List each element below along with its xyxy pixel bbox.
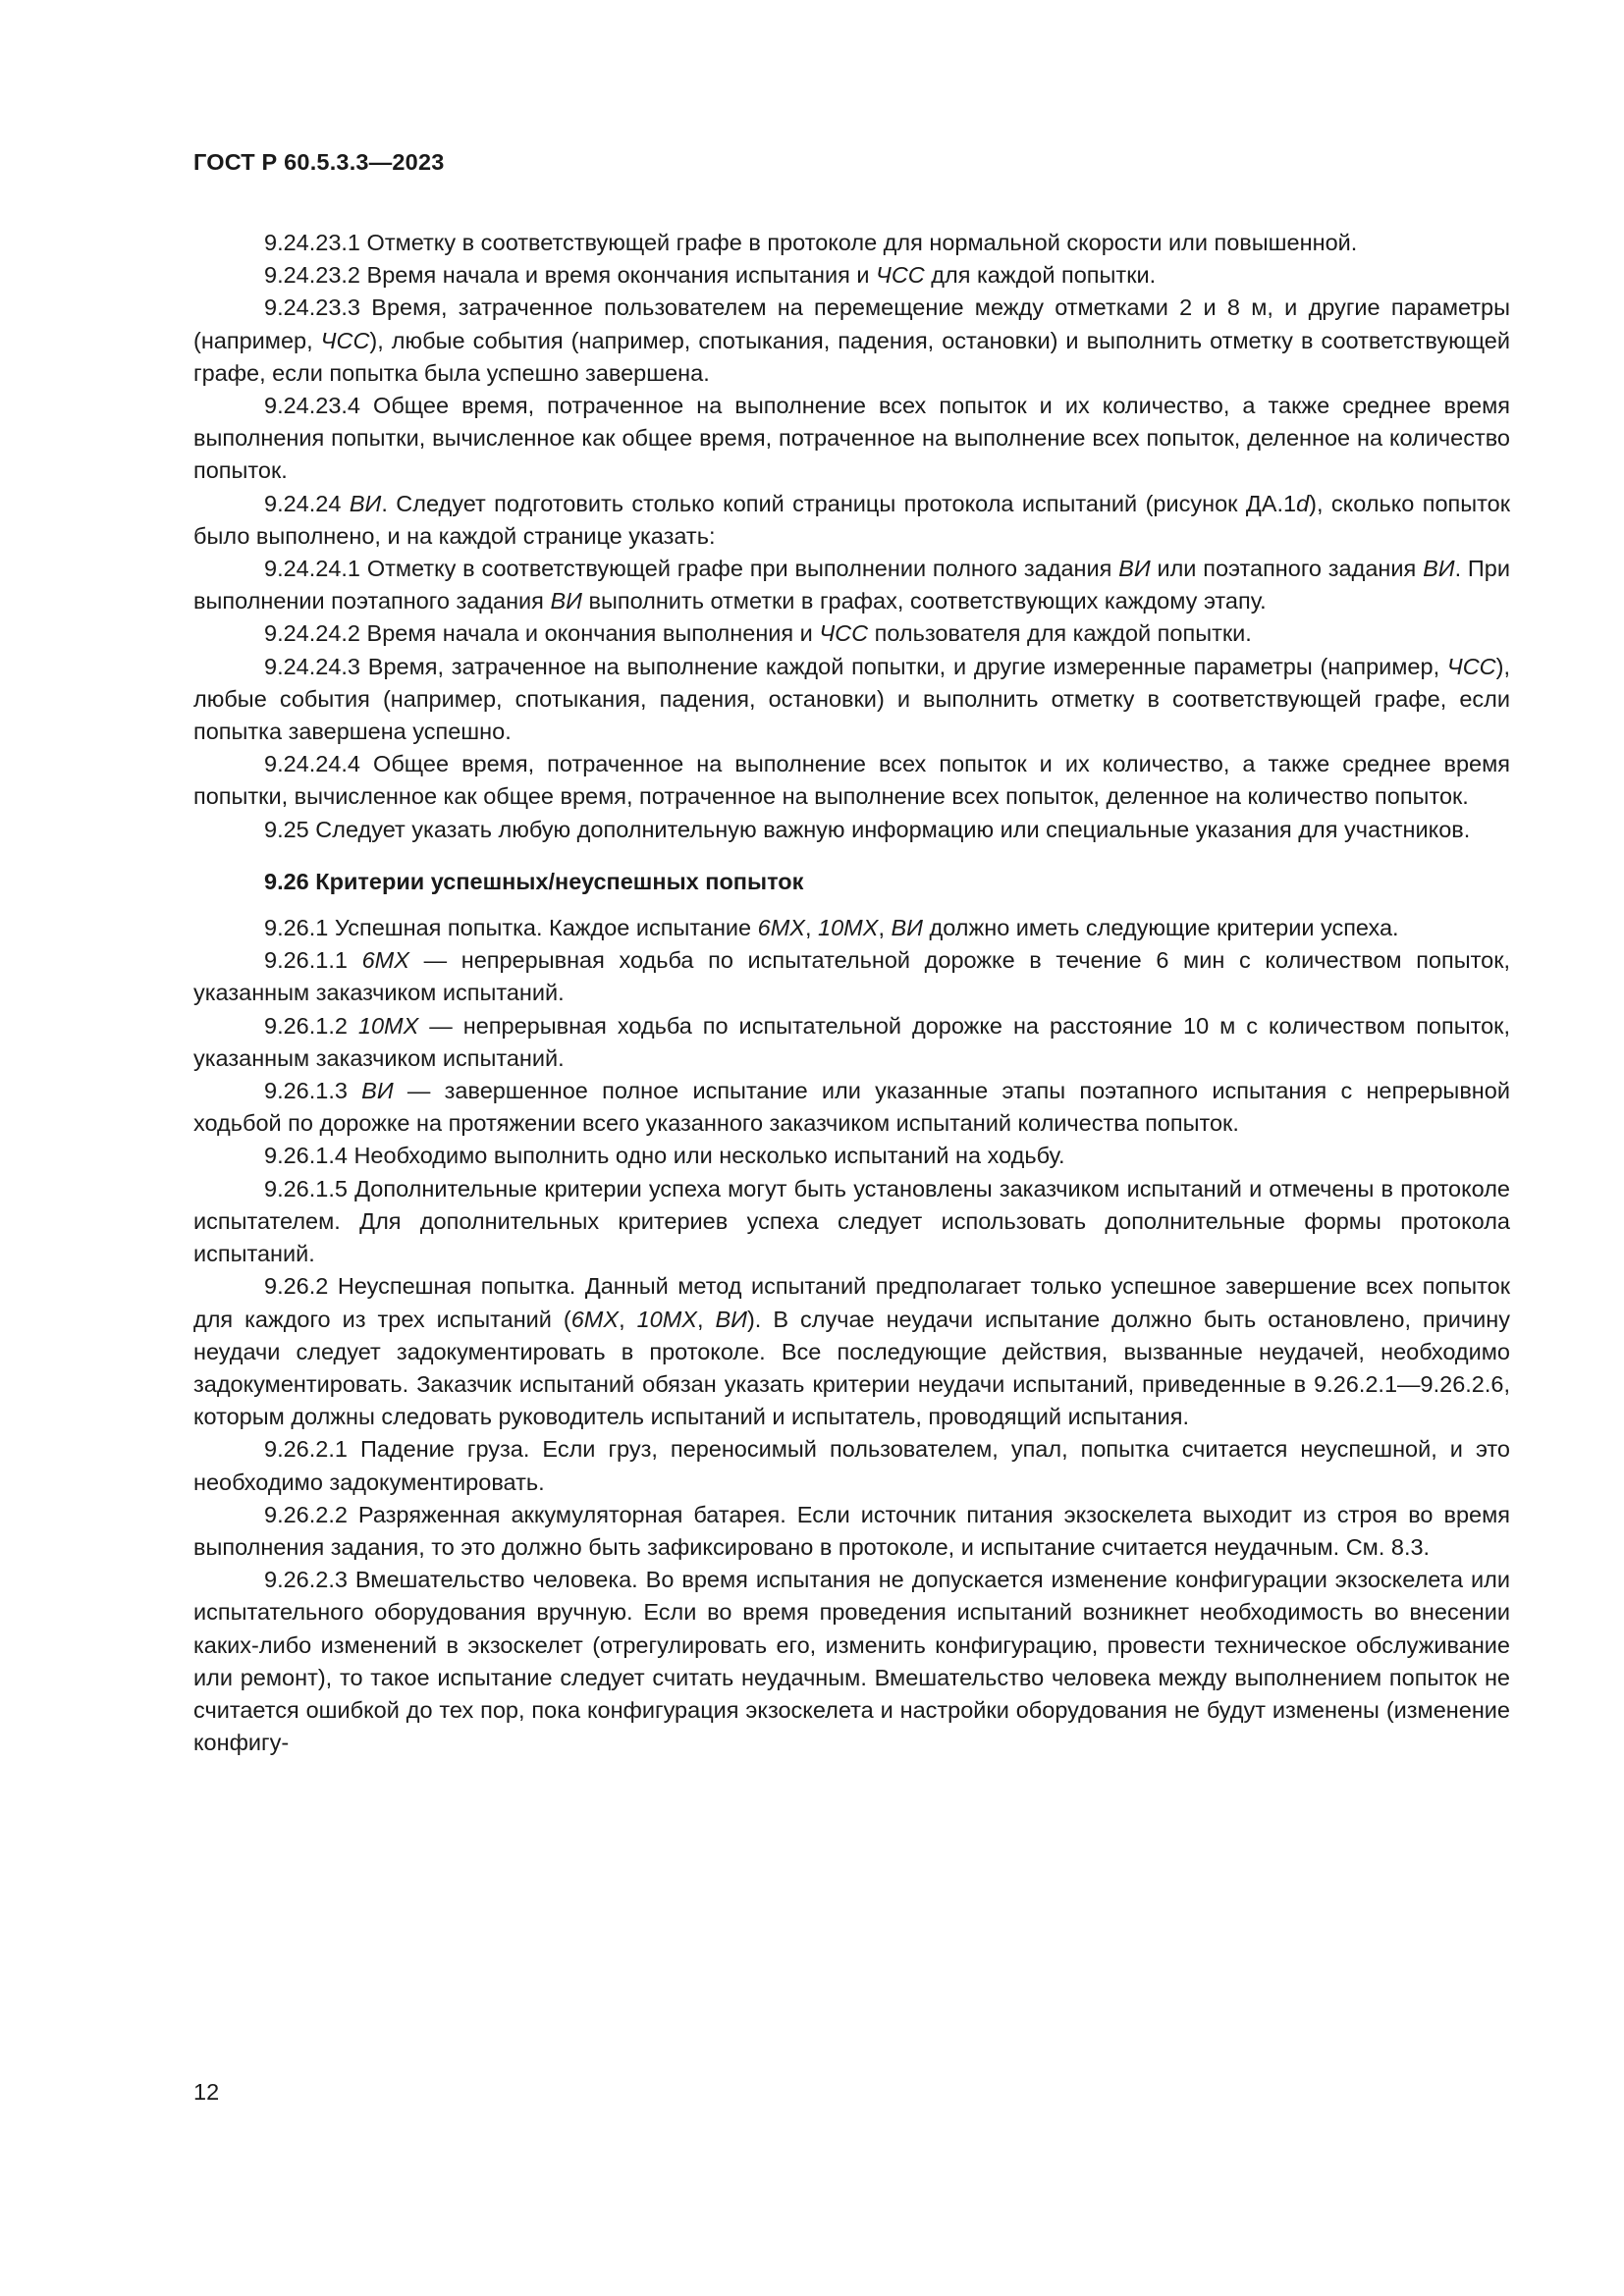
paragraph: 9.26.2.3 Вмешательство человека. Во время испытания не допускается изменение конфигурации экзоскелета или испытательного оборудования вручную. Если во время проведения испытаний возникнет необходимость во внесении каких-либо изменений в экзоскелет (отрегулировать его, изменить конфигурацию, провести техническое обслуживание или ремонт), то такое испытание следует считать неудачным. Вмешательство человека между выполнением попыток не считается ошибкой до тех пор, пока конфигурация экзоскелета и настройки оборудования не будут изменены (изменение конфигу-: [193, 1567, 1510, 1756]
page-content: [193, 227, 1510, 1759]
page-number: 12: [193, 2079, 220, 2105]
paragraph: 9.26.1.3 ВИ — завершенное полное испытание или указанные этапы поэтапного испытания с непрерывной ходьбой по дорожке на протяжении всего указанного заказчиком испытаний количества попыток.: [193, 1078, 1510, 1137]
paragraph: 9.26.2.1 Падение груза. Если груз, переносимый пользователем, упал, попытка считается неуспешной, и это необходимо задокументировать.: [193, 1436, 1510, 1495]
paragraph: 9.25 Следует указать любую дополнительную важную информацию или специальные указания для участников.: [264, 816, 1471, 842]
paragraph: 9.24.24.1 Отметку в соответствующей графе при выполнении полного задания ВИ или поэтапного задания ВИ. При выполнении поэтапного задания ВИ выполнить отметки в графах, соответствующих каждому этапу.: [193, 556, 1510, 614]
paragraph: 9.24.24.3 Время, затраченное на выполнение каждой попытки, и другие измеренные параметры (например, ЧСС), любые события (например, спотыкания, падения, остановки) и выполнить отметку в соответствующей графе, если попытка завершена успешно.: [193, 653, 1510, 745]
paragraph-group-9-26: [193, 912, 1510, 1759]
paragraph: 9.26.2.2 Разряженная аккумуляторная батарея. Если источник питания экзоскелета выходит из строя во время выполнения задания, то это должно быть зафиксировано в протоколе, и испытание считается неудачным. См. 8.3.: [193, 1501, 1510, 1560]
paragraph: 9.24.23.2 Время начала и время окончания испытания и ЧСС для каждой попытки.: [264, 262, 1157, 289]
paragraph: 9.26.1 Успешная попытка. Каждое испытание 6МХ, 10МХ, ВИ должно иметь следующие критерии успеха.: [264, 915, 1399, 941]
paragraph: 9.24.24 ВИ. Следует подготовить столько копий страницы протокола испытаний (рисунок ДА.1d), сколько попыток было выполнено, и на каждой странице указать:: [193, 490, 1511, 549]
paragraph: 9.26.1.4 Необходимо выполнить одно или несколько испытаний на ходьбу.: [264, 1143, 1065, 1169]
section-heading: 9.26 Критерии успешных/неуспешных попыток: [264, 868, 804, 894]
paragraph: 9.24.23.3 Время, затраченное пользователем на перемещение между отметками 2 и 8 м, и другие параметры (например, ЧСС), любые события (например, спотыкания, падения, остановки) и выполнить отметку в соответствующей графе, если попытка была успешно завершена.: [193, 294, 1510, 386]
paragraph: 9.24.23.4 Общее время, потраченное на выполнение всех попыток и их количество, а также среднее время выполнения попытки, вычисленное как общее время, потраченное на выполнение всех попыток, деленное на количество попыток.: [193, 393, 1510, 484]
paragraph: 9.26.1.5 Дополнительные критерии успеха могут быть установлены заказчиком испытаний и отмечены в протоколе испытателем. Для дополнительных критериев успеха следует использовать дополнительные формы протокола испытаний.: [193, 1175, 1510, 1267]
paragraph: 9.26.1.1 6МХ — непрерывная ходьба по испытательной дорожке в течение 6 мин с количеством попыток, указанным заказчиком испытаний.: [193, 947, 1510, 1006]
document-code-header: ГОСТ Р 60.5.3.3—2023: [193, 149, 445, 175]
paragraph-group-9-24: [193, 227, 1510, 846]
paragraph: 9.24.24.2 Время начала и окончания выполнения и ЧСС пользователя для каждой попытки.: [264, 620, 1252, 647]
paragraph: 9.26.2 Неуспешная попытка. Данный метод испытаний предполагает только успешное завершение всех попыток для каждого из трех испытаний (6МХ, 10МХ, ВИ). В случае неудачи испытание должно быть остановлено, причину неудачи следует задокументировать в протоколе. Все последующие действия, вызванные неудачей, необходимо задокументировать. Заказчик испытаний обязан указать критерии неудачи испытаний, приведенные в 9.26.2.1—9.26.2.6, которым должны следовать руководитель испытаний и испытатель, проводящий испытания.: [193, 1273, 1510, 1430]
paragraph: 9.24.24.4 Общее время, потраченное на выполнение всех попыток и их количество, а также среднее время попытки, вычисленное как общее время, потраченное на выполнение всех попыток, деленное на количество попыток.: [193, 751, 1510, 810]
paragraph: 9.26.1.2 10МХ — непрерывная ходьба по испытательной дорожке на расстояние 10 м с количеством попыток, указанным заказчиком испытаний.: [193, 1012, 1510, 1071]
paragraph: 9.24.23.1 Отметку в соответствующей графе в протоколе для нормальной скорости или повышенной.: [264, 230, 1358, 255]
